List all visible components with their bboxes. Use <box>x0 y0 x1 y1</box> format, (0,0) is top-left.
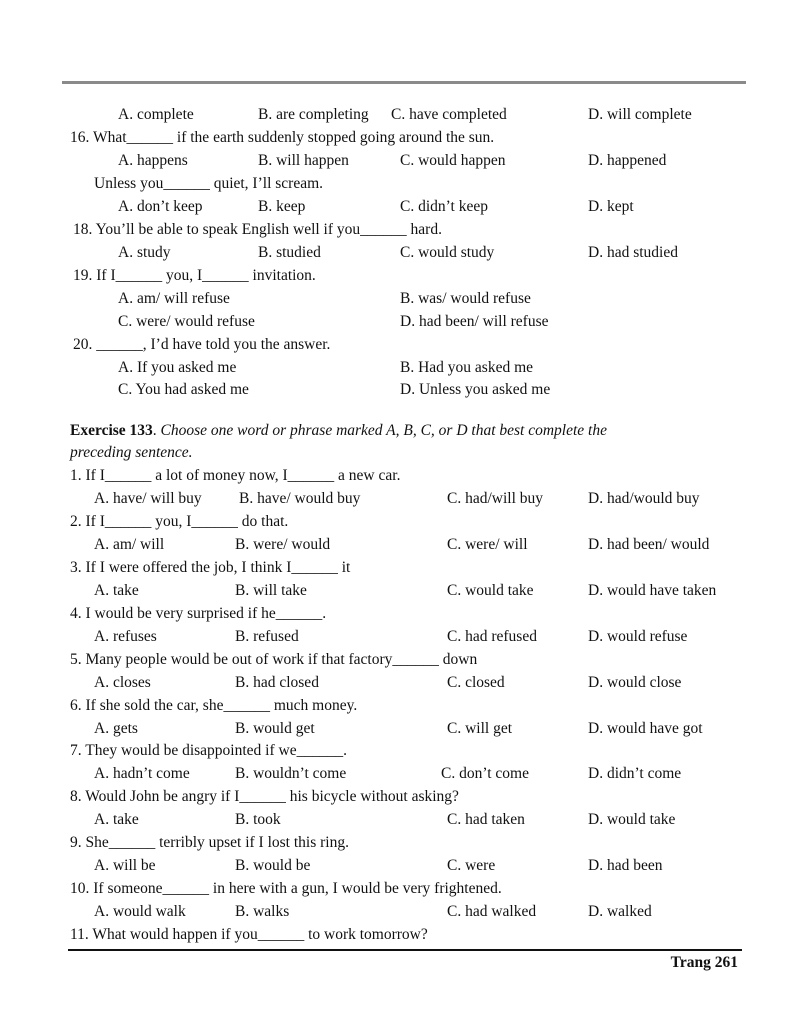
q16-text: 16. What______ if the earth suddenly stopped going around the sun. <box>70 129 495 146</box>
q18-option-b: B. studied <box>258 244 321 261</box>
question-3-text: 3. If I were offered the job, I think I______ it <box>70 559 351 576</box>
question-9-text: 9. She______ terribly upset if I lost this ring. <box>70 834 349 851</box>
question-5-option-c: C. closed <box>447 674 505 691</box>
question-8-option-a: A. take <box>94 811 139 828</box>
q17-option-b: B. keep <box>258 198 306 215</box>
q15-option-d: D. will complete <box>588 106 692 123</box>
question-8-text: 8. Would John be angry if I______ his bicycle without asking? <box>70 788 459 805</box>
question-11-text: 11. What would happen if you______ to work tomorrow? <box>70 926 428 943</box>
page-number: Trang 261 <box>670 954 738 971</box>
question-6-option-d: D. would have got <box>588 720 703 737</box>
question-9-option-d: D. had been <box>588 857 663 874</box>
question-5-option-b: B. had closed <box>235 674 319 691</box>
q18-option-c: C. would study <box>400 244 495 261</box>
question-9-option-c: C. were <box>447 857 496 874</box>
q16-option-d: D. happened <box>588 152 667 169</box>
question-1-option-a: A. have/ will buy <box>94 490 202 507</box>
question-4-option-c: C. had refused <box>447 628 537 645</box>
question-3-option-c: C. would take <box>447 582 534 599</box>
question-2-option-c: C. were/ will <box>447 536 528 553</box>
question-6-text: 6. If she sold the car, she______ much money. <box>70 697 358 714</box>
question-7-option-b: B. wouldn’t come <box>235 765 347 782</box>
q20-option-a: A. If you asked me <box>118 359 237 376</box>
question-4-text: 4. I would be very surprised if he______. <box>70 605 327 622</box>
q17-option-d: D. kept <box>588 198 634 215</box>
q19-option-d: D. had been/ will refuse <box>400 313 549 330</box>
question-4-option-b: B. refused <box>235 628 299 645</box>
question-2-option-a: A. am/ will <box>94 536 165 553</box>
question-2-option-d: D. had been/ would <box>588 536 710 553</box>
question-8-option-d: D. would take <box>588 811 676 828</box>
question-4-option-a: A. refuses <box>94 628 157 645</box>
exercise-instruction-cont <box>70 443 193 463</box>
question-4-option-d: D. would refuse <box>588 628 688 645</box>
question-10-option-b: B. walks <box>235 903 290 920</box>
question-10-option-c: C. had walked <box>447 903 537 920</box>
question-10-text: 10. If someone______ in here with a gun, I would be very frightened. <box>70 880 502 897</box>
exercise-instruction: Choose one word or phrase marked A, B, C, or D that best complete the <box>160 422 607 439</box>
exercise-title: Exercise 133 <box>70 422 153 439</box>
question-9-option-a: A. will be <box>94 857 156 874</box>
q19-option-c: C. were/ would refuse <box>118 313 255 330</box>
q15-option-c: C. have completed <box>391 106 507 123</box>
question-7-option-c: C. don’t come <box>441 765 529 782</box>
q18-option-a: A. study <box>118 244 171 261</box>
q15-option-a: A. complete <box>118 106 194 123</box>
question-5-option-d: D. would close <box>588 674 682 691</box>
q16-option-b: B. will happen <box>258 152 349 169</box>
header-rule <box>62 81 746 84</box>
question-6-option-b: B. would get <box>235 720 315 737</box>
question-2-text: 2. If I______ you, I______ do that. <box>70 513 289 530</box>
question-3-option-a: A. take <box>94 582 139 599</box>
question-6-option-c: C. will get <box>447 720 513 737</box>
question-7-option-d: D. didn’t come <box>588 765 682 782</box>
question-7-option-a: A. hadn’t come <box>94 765 190 782</box>
exercise-title-separator: . <box>152 422 161 439</box>
q20-text: 20. ______, I’d have told you the answer. <box>73 336 331 353</box>
question-9-option-b: B. would be <box>235 857 311 874</box>
question-10-option-a: A. would walk <box>94 903 186 920</box>
q20-option-b: B. Had you asked me <box>400 359 534 376</box>
question-10-option-d: D. walked <box>588 903 652 920</box>
question-3-option-b: B. will take <box>235 582 307 599</box>
question-3-option-d: D. would have taken <box>588 582 717 599</box>
question-6-option-a: A. gets <box>94 720 138 737</box>
exercise-instruction-line2: preceding sentence. <box>70 444 193 461</box>
q15-option-b: B. are completing <box>258 106 369 123</box>
question-1-option-c: C. had/will buy <box>447 490 544 507</box>
question-7-text: 7. They would be disappointed if we______. <box>70 742 347 759</box>
question-1-option-b: B. have/ would buy <box>239 490 361 507</box>
question-5-option-a: A. closes <box>94 674 151 691</box>
question-5-text: 5. Many people would be out of work if that factory______ down <box>70 651 478 668</box>
q17-option-c: C. didn’t keep <box>400 198 488 215</box>
question-1-option-d: D. had/would buy <box>588 490 700 507</box>
q18-text: 18. You’ll be able to speak English well if you______ hard. <box>73 221 442 238</box>
q16-option-c: C. would happen <box>400 152 506 169</box>
q19-option-a: A. am/ will refuse <box>118 290 230 307</box>
q18-option-d: D. had studied <box>588 244 678 261</box>
q19-option-b: B. was/ would refuse <box>400 290 531 307</box>
q17-text: Unless you______ quiet, I’ll scream. <box>94 175 324 192</box>
q19-text: 19. If I______ you, I______ invitation. <box>73 267 316 284</box>
question-8-option-b: B. took <box>235 811 281 828</box>
q20-option-c: C. You had asked me <box>118 381 249 398</box>
question-2-option-b: B. were/ would <box>235 536 331 553</box>
question-1-text: 1. If I______ a lot of money now, I______ a new car. <box>70 467 401 484</box>
q20-option-d: D. Unless you asked me <box>400 381 551 398</box>
question-8-option-c: C. had taken <box>447 811 525 828</box>
footer-rule <box>68 949 742 951</box>
exercise-heading <box>70 421 607 441</box>
q17-option-a: A. don’t keep <box>118 198 203 215</box>
q16-option-a: A. happens <box>118 152 188 169</box>
